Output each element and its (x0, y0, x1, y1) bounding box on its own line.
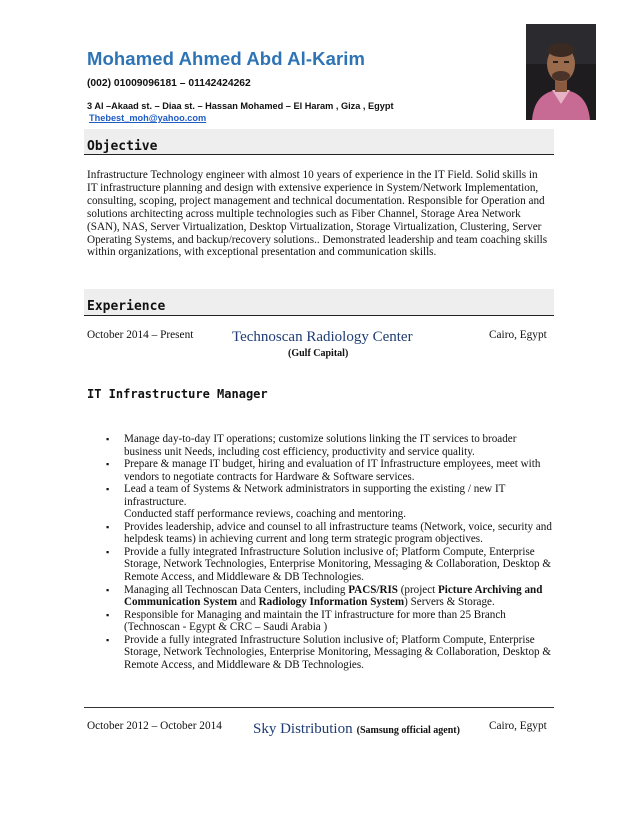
objective-divider (84, 154, 554, 155)
duty-text: (project (397, 583, 439, 596)
objective-section-header (84, 129, 554, 155)
list-item: ▪ Responsible for Managing and maintain the IT infrastructure for more than 25 Branch (Technoscan - Egypt & CRC – Saudi Arabia ) (106, 609, 552, 634)
list-item: ▪ Provide a fully integrated Infrastructure Solution inclusive of; Platform Compute, Enterprise Storage, Network Technologies, Enterprise Monitoring, Messaging & Collaboration, Desktop & Remote Access, and Middleware & DB Technologies. (106, 546, 552, 584)
list-item: ▪ Prepare & manage IT budget, hiring and evaluation of IT Infrastructure employees, meet with vendors to negotiate contracts for Hardware & Software services. (106, 458, 552, 483)
duty-text: ) Servers & Storage. (404, 596, 495, 609)
job1-company-note: (Gulf Capital) (288, 348, 349, 359)
list-item: ▪ Manage day-to-day IT operations; customize solutions linking the IT services to broader business unit Needs, including cost efficiency, productivity and service quality. (106, 433, 552, 458)
objective-heading: Objective (87, 139, 158, 154)
experience-divider (84, 315, 554, 316)
experience-section-header (84, 289, 554, 315)
list-item: ▪ Lead a team of Systems & Network administrators in supporting the existing / new IT infrastructure. (106, 483, 552, 508)
list-item: ▪ Provide a fully integrated Infrastructure Solution inclusive of; Platform Compute, Enterprise Storage, Network Technologies, Enterprise Monitoring, Messaging & Collaboration, Desktop & Remote Access, and Middleware & DB Technologies. (106, 634, 552, 672)
profile-photo (526, 24, 596, 120)
duty-emphasis: Radiology Information System (258, 596, 405, 609)
job2-location: Cairo, Egypt (489, 720, 547, 732)
list-item (106, 584, 552, 609)
list-item-continuation: Conducted staff performance reviews, coaching and mentoring. (124, 508, 406, 521)
job2-company: Sky Distribution (253, 721, 353, 737)
candidate-name: Mohamed Ahmed Abd Al-Karim (87, 48, 366, 69)
duty-emphasis: PACS/RIS (348, 583, 398, 596)
postal-address: 3 Al –Akaad st. – Diaa st. – Hassan Mohamed – El Haram , Giza , Egypt (87, 101, 394, 111)
duty-text: Managing all Technoscan Data Centers, including (124, 583, 349, 596)
experience-heading: Experience (87, 299, 166, 314)
job-separator (84, 707, 554, 708)
duty-text: and (237, 596, 259, 609)
list-item: ▪ Provides leadership, advice and counsel to all infrastructure teams (Network, voice, security and helpdesk teams) in achieving current and long term strategic program objectives. (106, 521, 552, 546)
job1-company: Technoscan Radiology Center (232, 329, 413, 345)
job2-dates: October 2012 – October 2014 (87, 720, 222, 732)
job1-duties-list (106, 433, 552, 671)
job1-location: Cairo, Egypt (489, 329, 547, 341)
profile-photo-image (526, 24, 596, 120)
email-link[interactable]: Thebest_moh@yahoo.com (89, 113, 207, 123)
job1-dates: October 2014 – Present (87, 329, 194, 341)
job1-title: IT Infrastructure Manager (87, 387, 268, 401)
objective-text: Infrastructure Technology engineer with almost 10 years of experience in the IT Field. Solid skills in IT infrastructure planning and design with extensive experience in System/Network Implementation, consulting, scoping, project management and technical documentation. Responsible for Operation and solutions architecting across multiple technologies such as Fiber Channel, Storage Area Network (SAN), NAS, Server Virtualization, Desktop Virtualization, Storage Virtualization, Clustering, Server Operating Systems, and backup/recovery solutions.. Demonstrated leadership and team coaching skills within organizations, with exceptional presentation and communication skills. (87, 169, 548, 259)
job2-company-note: (Samsung official agent) (356, 725, 460, 736)
duty-emphasis: Picture Archiving and Communication System (124, 583, 543, 609)
job2-company-line (253, 720, 460, 738)
phone-numbers: (002) 01009096181 – 01142424262 (87, 78, 251, 89)
